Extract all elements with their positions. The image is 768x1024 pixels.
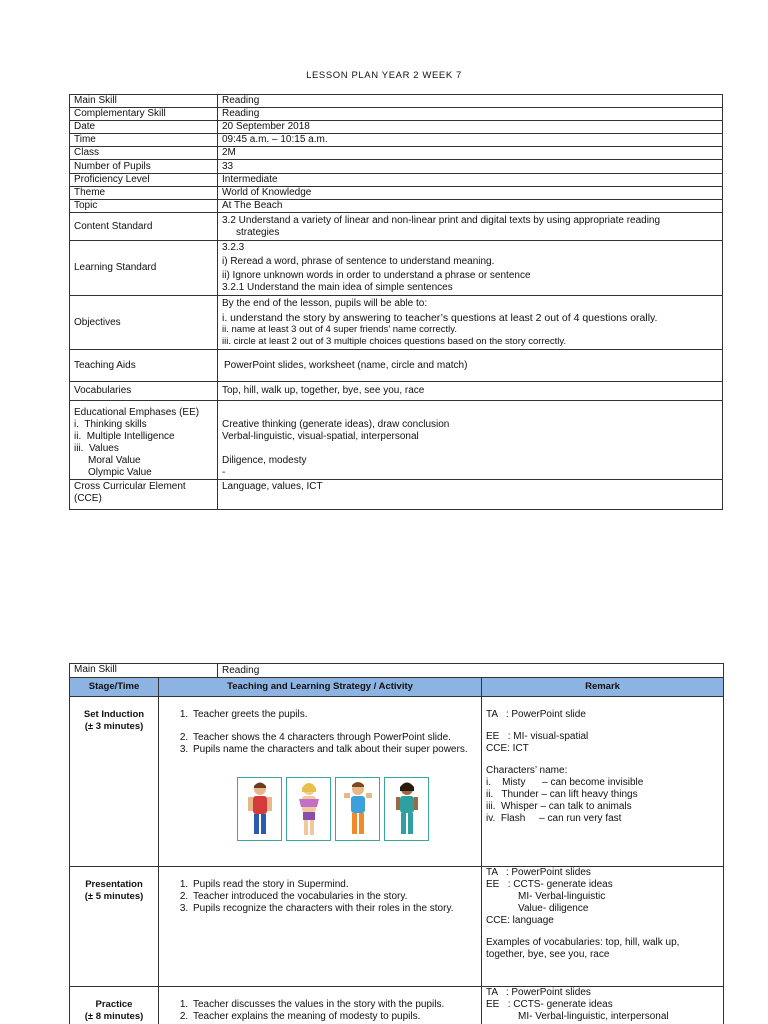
page-title: LESSON PLAN YEAR 2 WEEK 7 [306, 70, 462, 81]
ee-label-line: Educational Emphases (EE) [74, 407, 200, 418]
label-date: Date [70, 121, 218, 134]
content-standard-line-1: 3.2 Understand a variety of linear and non-linear print and digital texts by using appropriate reading [222, 214, 661, 226]
lesson-main-skill-label: Main Skill [70, 664, 218, 678]
remark-line: Characters’ name: [486, 765, 568, 776]
strategy-step: 2. Teacher explains the meaning of modesty to pupils. [191, 1011, 477, 1023]
stage-time: (± 3 minutes) [84, 721, 144, 732]
row-teaching-aids [70, 350, 723, 382]
stage-practice [70, 987, 159, 1024]
strategy-step: 3. Pupils recognize the characters with their roles in the story. [191, 900, 477, 918]
objectives-line: ii. name at least 3 out of 4 super friends’ name correctly. [222, 323, 457, 335]
learning-standard-line: 3.2.3 [222, 242, 245, 253]
row-presentation [70, 867, 724, 987]
value-objectives [218, 296, 723, 350]
row-main-skill [70, 95, 723, 108]
header-strategy: Teaching and Learning Strategy / Activity [159, 678, 482, 697]
stage-set-induction [70, 697, 159, 867]
value-vocab: Top, hill, walk up, together, bye, see you, race [218, 382, 723, 401]
remark-line: CCE: language [486, 915, 554, 926]
value-date: 20 September 2018 [218, 121, 723, 134]
cce-label-line: (CCE) [74, 493, 102, 504]
row-objectives [70, 296, 723, 350]
stage-time: (± 5 minutes) [84, 891, 144, 902]
value-comp-skill: Reading [218, 108, 723, 121]
strategy-step: 1. Teacher greets the pupils. [191, 709, 477, 721]
remark-line: iv. Flash – can run very fast [486, 813, 622, 824]
lesson-main-skill-value: Reading [218, 664, 724, 678]
header-remark: Remark [482, 678, 724, 697]
value-theme: World of Knowledge [218, 187, 723, 200]
label-class: Class [70, 147, 218, 160]
cce-label-line: Cross Curricular Element [74, 481, 186, 492]
label-topic: Topic [70, 200, 218, 213]
stage-time: (± 8 minutes) [84, 1011, 144, 1022]
strategy-step: 2. Teacher introduced the vocabularies in the story. [191, 891, 477, 903]
objectives-line: iii. circle at least 2 out of 3 multiple choices questions based on the story correctly. [222, 335, 567, 347]
label-theme: Theme [70, 187, 218, 200]
stage-name: Presentation [85, 879, 143, 890]
label-proficiency: Proficiency Level [70, 174, 218, 187]
stage-name: Practice [95, 999, 133, 1010]
value-main-skill: Reading [218, 95, 723, 108]
row-topic [70, 200, 723, 213]
ee-label-line: Olympic Value [88, 467, 152, 478]
value-content-standard [218, 213, 723, 241]
ee-value-line: - [222, 467, 226, 478]
label-content-standard: Content Standard [70, 213, 218, 241]
label-learning-standard: Learning Standard [70, 241, 218, 296]
strategy-step: 2. Teacher shows the 4 characters through PowerPoint slide. [191, 732, 477, 744]
character-image-flash [384, 777, 429, 841]
label-teaching-aids: Teaching Aids [70, 350, 218, 382]
row-ee [70, 401, 723, 480]
value-pupils: 33 [218, 160, 723, 174]
value-time: 09:45 a.m. – 10:15 a.m. [218, 134, 723, 147]
row-vocab [70, 382, 723, 401]
row-theme [70, 187, 723, 200]
lesson-info-table [69, 94, 723, 510]
ee-label-line: iii. Values [74, 443, 119, 454]
remark-line: iii. Whisper – can talk to animals [486, 801, 632, 812]
strategy-set-induction [159, 697, 482, 867]
row-cce [70, 480, 723, 510]
ee-value-line: Verbal-linguistic, visual-spatial, interpersonal [222, 431, 419, 442]
ee-value-line: Diligence, modesty [222, 455, 307, 466]
ee-label-line: Moral Value [88, 455, 141, 466]
ee-label-line: i. Thinking skills [74, 419, 147, 430]
remark-line: ii. Thunder – can lift heavy things [486, 789, 638, 800]
objectives-line: i. understand the story by answering to teacher’s questions at least 2 out of 4 questions orally. [222, 311, 658, 324]
label-main-skill: Main Skill [70, 95, 218, 108]
row-pupils [70, 160, 723, 174]
remark-line: Examples of vocabularies: top, hill, walk up, together, bye, see you, race [486, 937, 680, 960]
remark-line: CCE: ICT [486, 743, 529, 754]
objectives-line: By the end of the lesson, pupils will be able to: [222, 297, 428, 309]
stage-presentation [70, 867, 159, 987]
character-image-whisper [335, 777, 380, 841]
learning-standard-line: i) Reread a word, phrase of sentence to understand meaning. [222, 256, 495, 267]
remark-line: MI- Verbal-linguistic [518, 891, 606, 902]
value-teaching-aids: PowerPoint slides, worksheet (name, circle and match) [218, 350, 723, 382]
row-practice [70, 987, 724, 1024]
row-class [70, 147, 723, 160]
strategy-step: 3. Pupils name the characters and talk about their super powers. [191, 737, 477, 763]
lesson-activity-table [69, 663, 724, 1024]
ee-label-line: ii. Multiple Intelligence [74, 431, 175, 442]
character-image-misty [237, 777, 282, 841]
lesson-header-row [70, 678, 724, 697]
ee-value-line: Creative thinking (generate ideas), draw conclusion [222, 419, 450, 430]
value-learning-standard [218, 241, 723, 296]
row-content-standard [70, 213, 723, 241]
row-lesson-main-skill [70, 664, 724, 678]
strategy-practice [159, 987, 482, 1024]
learning-standard-line: 3.2.1 Understand the main idea of simple sentences [222, 282, 453, 293]
label-ee [70, 401, 218, 480]
remark-line: EE : CCTS- generate ideas [486, 879, 613, 890]
remark-line: MI- Verbal-linguistic, interpersonal [518, 1011, 669, 1022]
value-class: 2M [218, 147, 723, 160]
remark-line: TA : PowerPoint slides [486, 867, 591, 878]
value-ee [218, 401, 723, 480]
row-time [70, 134, 723, 147]
label-objectives: Objectives [70, 296, 218, 350]
row-comp-skill [70, 108, 723, 121]
value-topic: At The Beach [218, 200, 723, 213]
label-cce [70, 480, 218, 510]
row-learning-standard [70, 241, 723, 296]
learning-standard-line: ii) Ignore unknown words in order to understand a phrase or sentence [222, 270, 531, 281]
remark-presentation [482, 867, 724, 987]
row-proficiency [70, 174, 723, 187]
remark-line: i. Misty – can become invisible [486, 777, 644, 788]
character-image-thunder [286, 777, 331, 841]
remark-line: EE : CCTS- generate ideas [486, 999, 613, 1010]
label-pupils: Number of Pupils [70, 160, 218, 174]
row-date [70, 121, 723, 134]
strategy-step: 1. Teacher discusses the values in the story with the pupils. [191, 999, 477, 1011]
label-time: Time [70, 134, 218, 147]
remark-line: EE : MI- visual-spatial [486, 731, 589, 742]
stage-name: Set Induction [83, 709, 145, 720]
content-standard-line-2: strategies [236, 226, 280, 238]
remark-line: TA : PowerPoint slide [486, 709, 586, 720]
label-comp-skill: Complementary Skill [70, 108, 218, 121]
strategy-presentation [159, 867, 482, 987]
header-stage-time: Stage/Time [70, 678, 159, 697]
remark-set-induction [482, 697, 724, 867]
label-vocab: Vocabularies [70, 382, 218, 401]
remark-practice [482, 987, 724, 1024]
value-proficiency: Intermediate [218, 174, 723, 187]
value-cce: Language, values, ICT [218, 480, 723, 510]
remark-line: Value- diligence [518, 903, 589, 914]
row-set-induction [70, 697, 724, 867]
remark-line: TA : PowerPoint slides [486, 987, 591, 998]
strategy-step: 1. Pupils read the story in Supermind. [191, 879, 477, 891]
character-images [237, 777, 477, 841]
